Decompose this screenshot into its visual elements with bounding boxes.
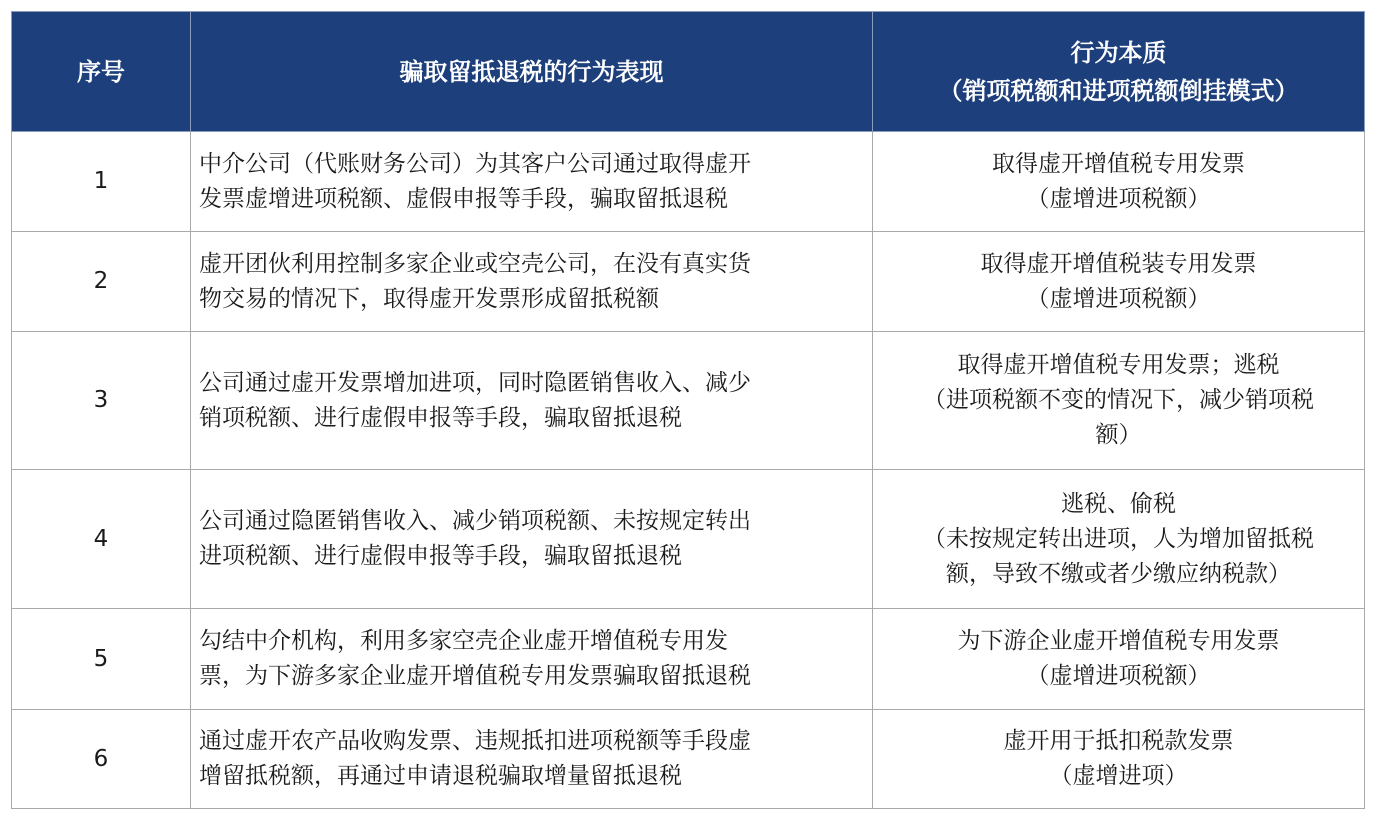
- table-row: [12, 470, 1365, 609]
- table-row: [12, 609, 1365, 710]
- row-index: 5: [12, 609, 191, 710]
- row-index: 3: [12, 332, 191, 470]
- table-row: [12, 710, 1365, 809]
- row-behavior: 公司通过虚开发票增加进项，同时隐匿销售收入、减少 销项税额、进行虚假申报等手段，骗取留抵退税: [191, 332, 873, 470]
- row-nature: 取得虚开增值税装专用发票 （虚增进项税额）: [873, 232, 1365, 332]
- row-nature: 取得虚开增值税专用发票；逃税 （进项税额不变的情况下，减少销项税 额）: [873, 332, 1365, 470]
- header-row: [12, 12, 1365, 132]
- table-row: [12, 232, 1365, 332]
- row-behavior: 公司通过隐匿销售收入、减少销项税额、未按规定转出 进项税额、进行虚假申报等手段，骗取留抵退税: [191, 470, 873, 609]
- header-nature: [873, 12, 1365, 132]
- row-index: 6: [12, 710, 191, 809]
- row-behavior: 通过虚开农产品收购发票、违规抵扣进项税额等手段虚 增留抵税额，再通过申请退税骗取增量留抵退税: [191, 710, 873, 809]
- table-row: [12, 132, 1365, 232]
- row-nature: 虚开用于抵扣税款发票 （虚增进项）: [873, 710, 1365, 809]
- table-row: [12, 332, 1365, 470]
- header-nature-subtitle: （销项税额和进项税额倒挂模式）: [938, 76, 1299, 105]
- row-behavior: 虚开团伙利用控制多家企业或空壳公司，在没有真实货 物交易的情况下，取得虚开发票形成留抵税额: [191, 232, 873, 332]
- row-nature: 逃税、偷税 （未按规定转出进项，人为增加留抵税 额，导致不缴或者少缴应纳税款）: [873, 470, 1365, 609]
- row-nature: 为下游企业虚开增值税专用发票 （虚增进项税额）: [873, 609, 1365, 710]
- row-behavior: 勾结中介机构，利用多家空壳企业虚开增值税专用发 票，为下游多家企业虚开增值税专用发票骗取留抵退税: [191, 609, 873, 710]
- header-behavior: 骗取留抵退税的行为表现: [191, 12, 873, 132]
- row-index: 4: [12, 470, 191, 609]
- row-behavior: 中介公司（代账财务公司）为其客户公司通过取得虚开 发票虚增进项税额、虚假申报等手段，骗取留抵退税: [191, 132, 873, 232]
- row-nature: 取得虚开增值税专用发票 （虚增进项税额）: [873, 132, 1365, 232]
- header-nature-title: 行为本质: [1070, 38, 1167, 67]
- tax-refund-fraud-table: [11, 11, 1365, 809]
- tax-refund-fraud-table-container: [11, 11, 1364, 809]
- table-body: [12, 132, 1365, 809]
- row-index: 2: [12, 232, 191, 332]
- header-index: 序号: [12, 12, 191, 132]
- table-header: [12, 12, 1365, 132]
- row-index: 1: [12, 132, 191, 232]
